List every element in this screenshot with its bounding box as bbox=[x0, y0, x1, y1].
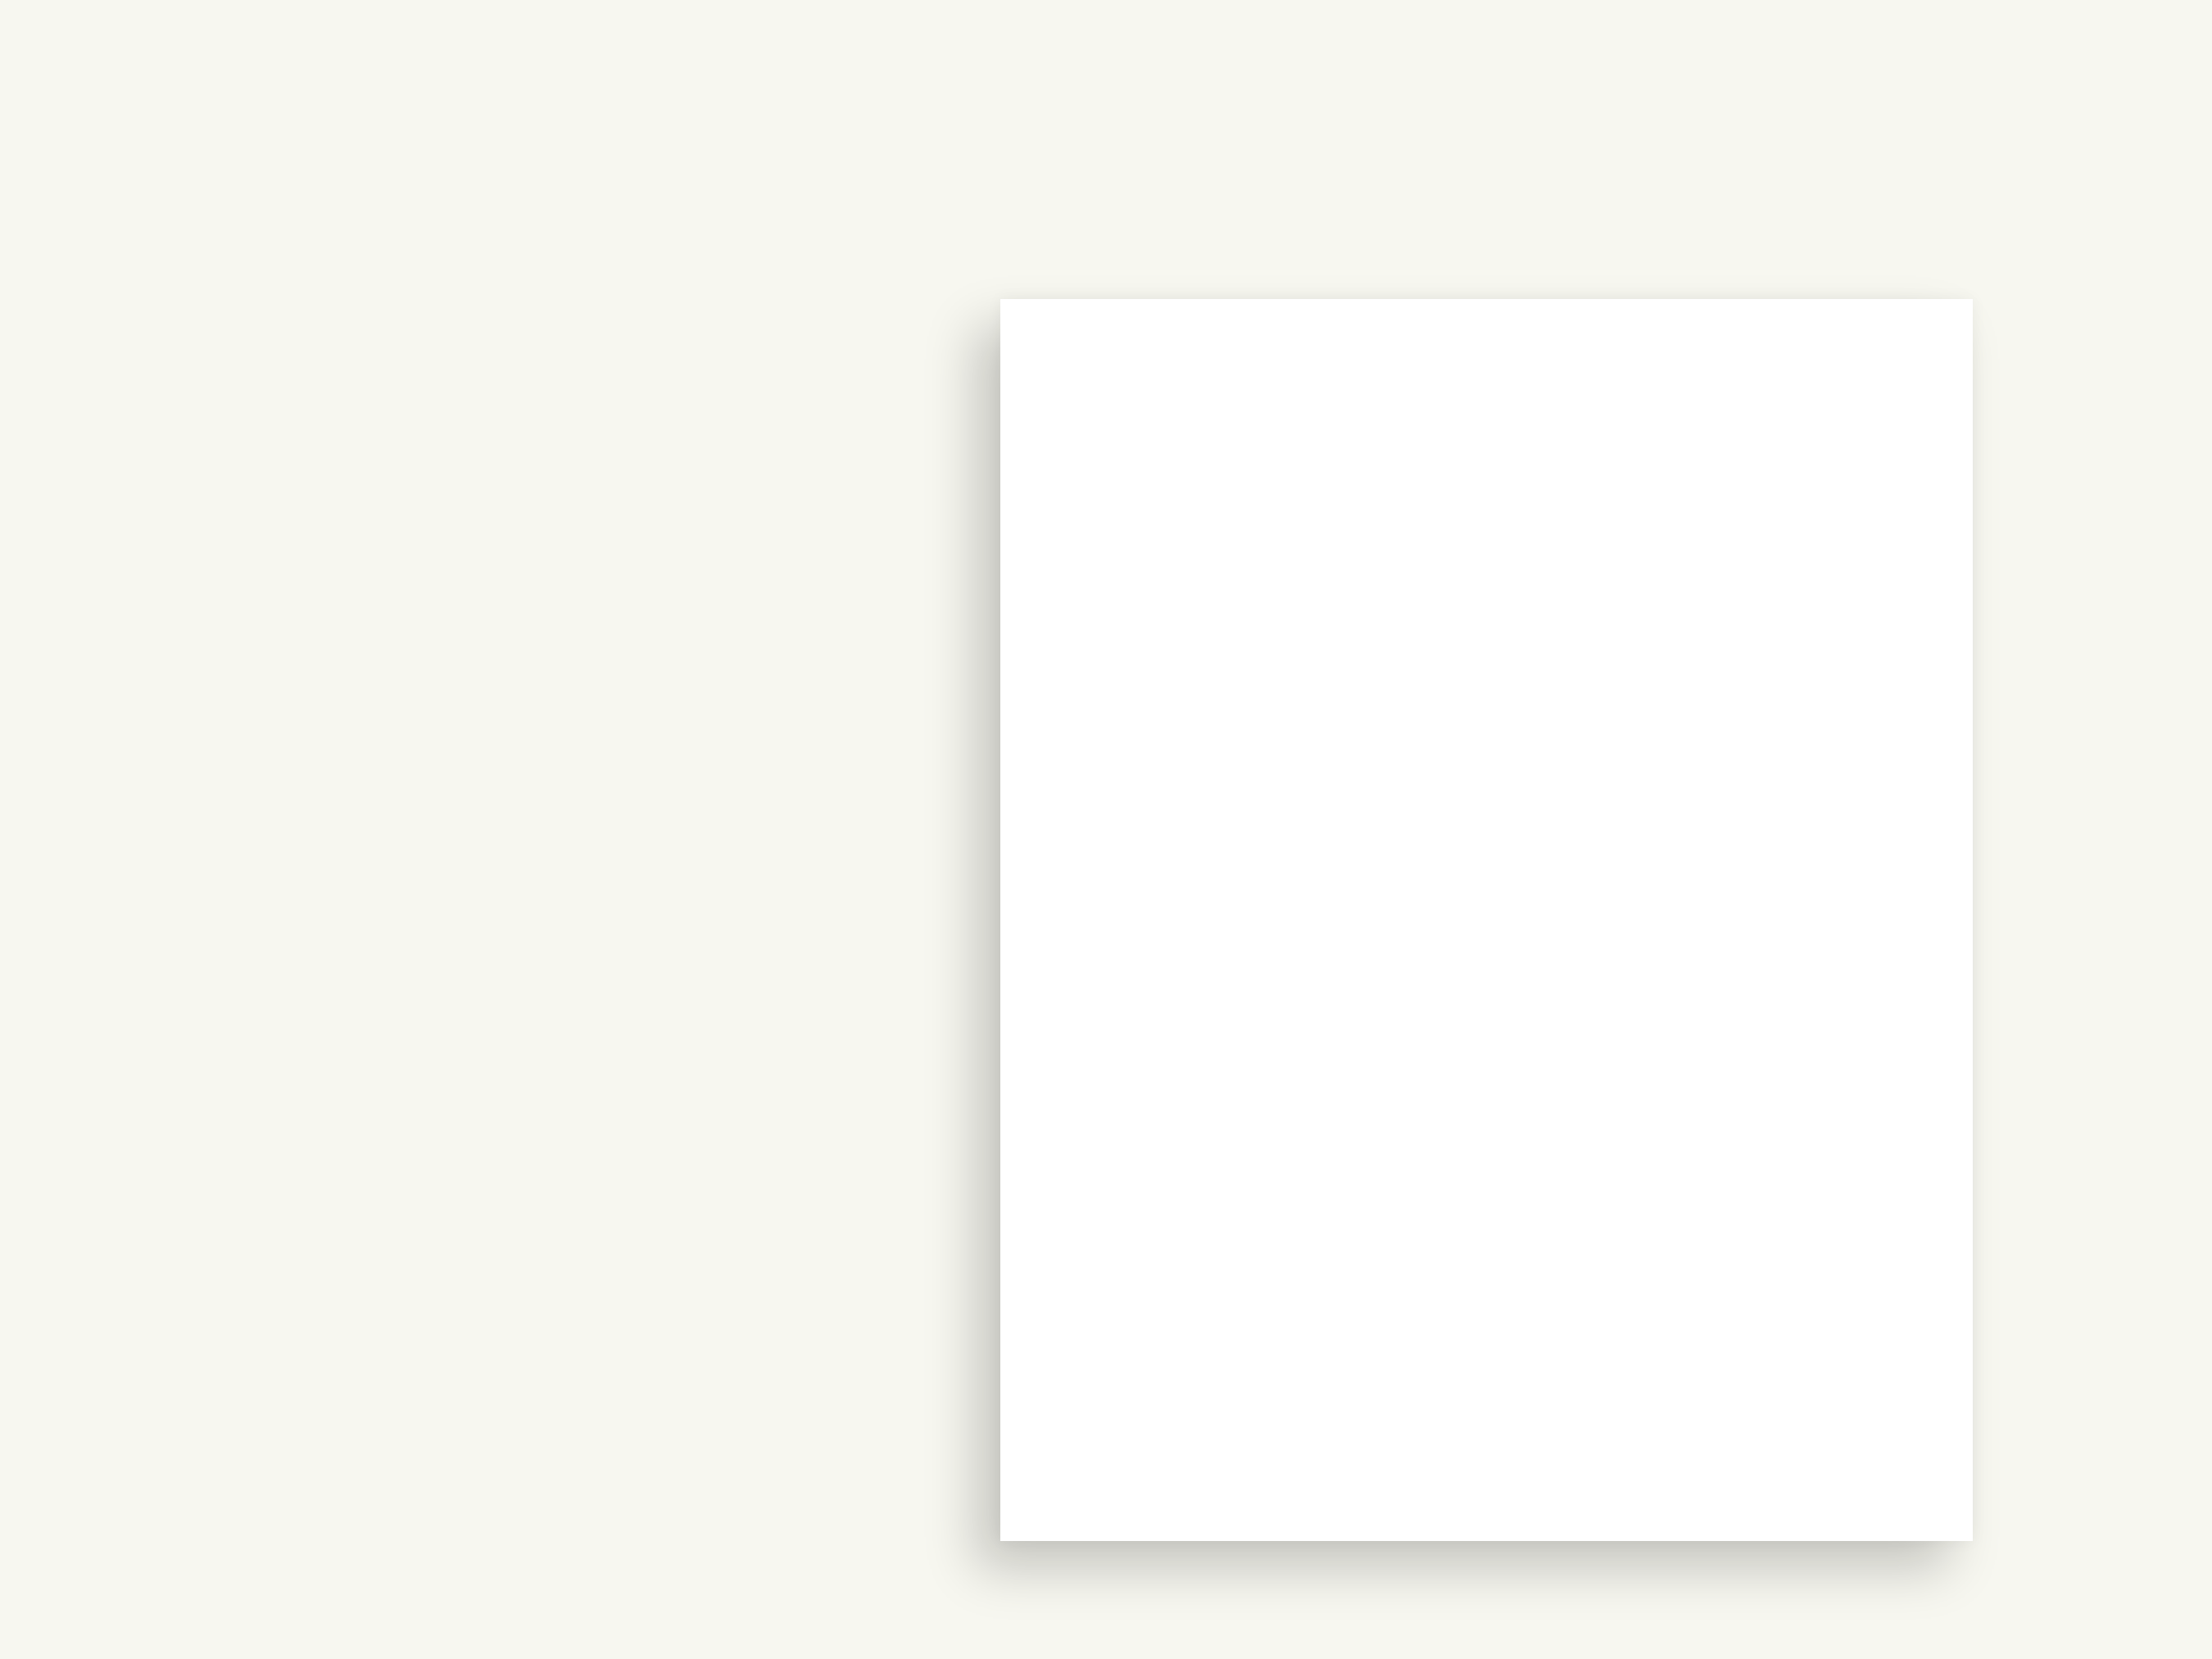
bingo-grid bbox=[1185, 627, 1794, 1258]
bingo-sheet bbox=[1000, 299, 1973, 1541]
